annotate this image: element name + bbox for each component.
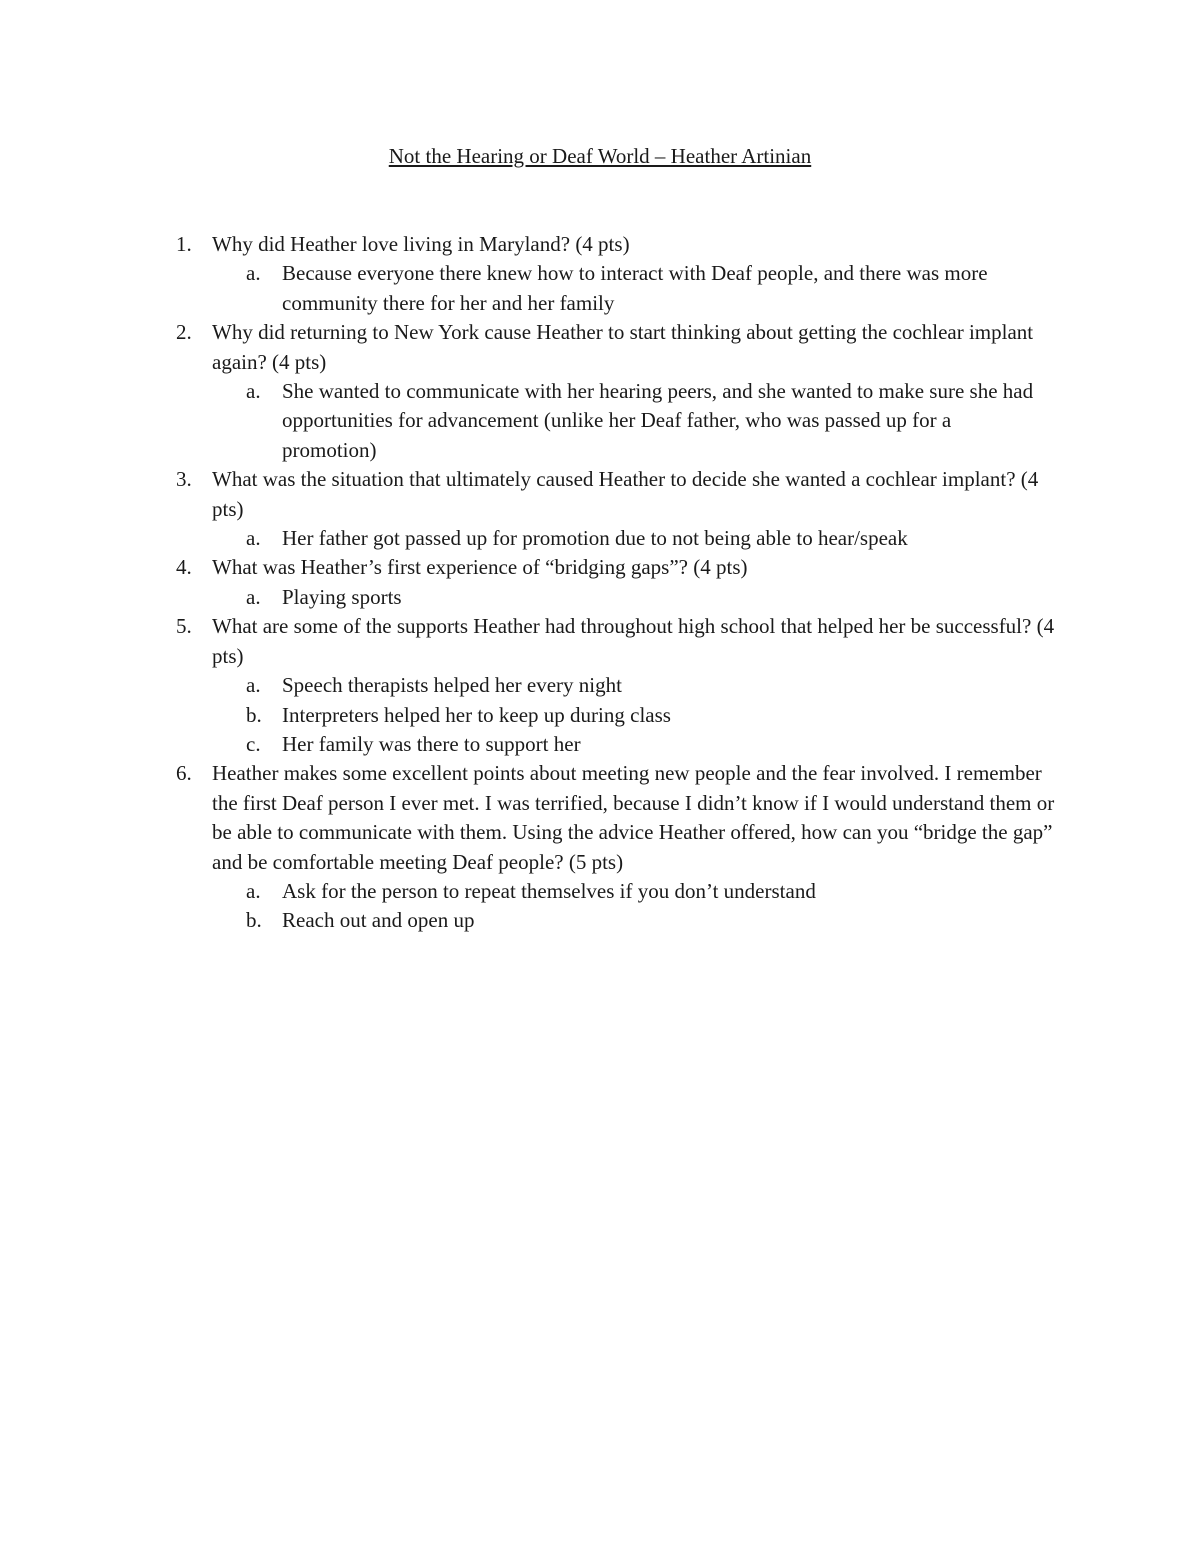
answer-list: [212, 524, 1070, 553]
answer-list: [212, 671, 1070, 759]
question-list: [160, 230, 1070, 936]
answer-text: She wanted to communicate with her hearing peers, and she wanted to make sure she had opportunities for advancement (unlike her Deaf father, who was passed up for a promotion): [282, 379, 1034, 462]
answer-text: Ask for the person to repeat themselves if you don’t understand: [282, 878, 816, 903]
answer-item: [212, 583, 1070, 612]
question-text: What was Heather’s first experience of “bridging gaps”? (4 pts): [212, 555, 748, 580]
answer-text: Reach out and open up: [282, 908, 475, 933]
answer-item: [212, 730, 1070, 759]
answer-item: [212, 877, 1070, 906]
question-item: [160, 465, 1070, 553]
answer-list: [212, 583, 1070, 612]
question-number: 4.: [176, 555, 192, 580]
answer-item: [212, 259, 1070, 318]
question-number: 5.: [176, 614, 192, 639]
question-text: What was the situation that ultimately caused Heather to decide she wanted a cochlear implant? (4 pts): [212, 467, 1039, 521]
answer-text: Playing sports: [282, 584, 402, 609]
answer-text: Her family was there to support her: [282, 731, 581, 756]
answer-text: Speech therapists helped her every night: [282, 673, 622, 698]
answer-item: [212, 671, 1070, 700]
question-item: [160, 553, 1070, 612]
question-item: [160, 318, 1070, 465]
question-number: 3.: [176, 467, 192, 492]
question-text: Why did returning to New York cause Heather to start thinking about getting the cochlear implant again? (4 pts): [212, 320, 1034, 374]
answer-list: [212, 259, 1070, 318]
answer-label: a.: [246, 379, 261, 404]
answer-label: b.: [246, 908, 262, 933]
question-text: Heather makes some excellent points about meeting new people and the fear involved. I remember the first Deaf person I ever met. I was terrified, because I didn’t know if I would understand them or be able to communicate with them. Using the advice Heather offered, how can you “bridge the gap” and be comfortable meeting Deaf people? (5 pts): [212, 761, 1055, 874]
question-item: [160, 612, 1070, 759]
question-number: 6.: [176, 761, 192, 786]
answer-item: [212, 524, 1070, 553]
document-title: Not the Hearing or Deaf World – Heather Artinian: [388, 144, 812, 168]
answer-text: Her father got passed up for promotion due to not being able to hear/speak: [282, 526, 908, 551]
answer-label: a.: [246, 673, 261, 698]
answer-label: a.: [246, 526, 261, 551]
question-text: What are some of the supports Heather had throughout high school that helped her be successful? (4 pts): [212, 614, 1055, 668]
answer-text: Because everyone there knew how to interact with Deaf people, and there was more community there for her and her family: [282, 261, 988, 315]
answer-label: a.: [246, 584, 261, 609]
answer-item: [212, 377, 1070, 465]
answer-list: [212, 877, 1070, 936]
question-number: 2.: [176, 320, 192, 345]
answer-label: a.: [246, 878, 261, 903]
answer-label: c.: [246, 731, 261, 756]
answer-item: [212, 701, 1070, 730]
question-item: [160, 230, 1070, 318]
answer-item: [212, 906, 1070, 935]
answer-list: [212, 377, 1070, 465]
answer-label: a.: [246, 261, 261, 286]
question-text: Why did Heather love living in Maryland? (4 pts): [212, 232, 630, 256]
answer-text: Interpreters helped her to keep up during class: [282, 702, 671, 727]
question-item: [160, 759, 1070, 935]
answer-label: b.: [246, 702, 262, 727]
question-number: 1.: [176, 232, 192, 256]
